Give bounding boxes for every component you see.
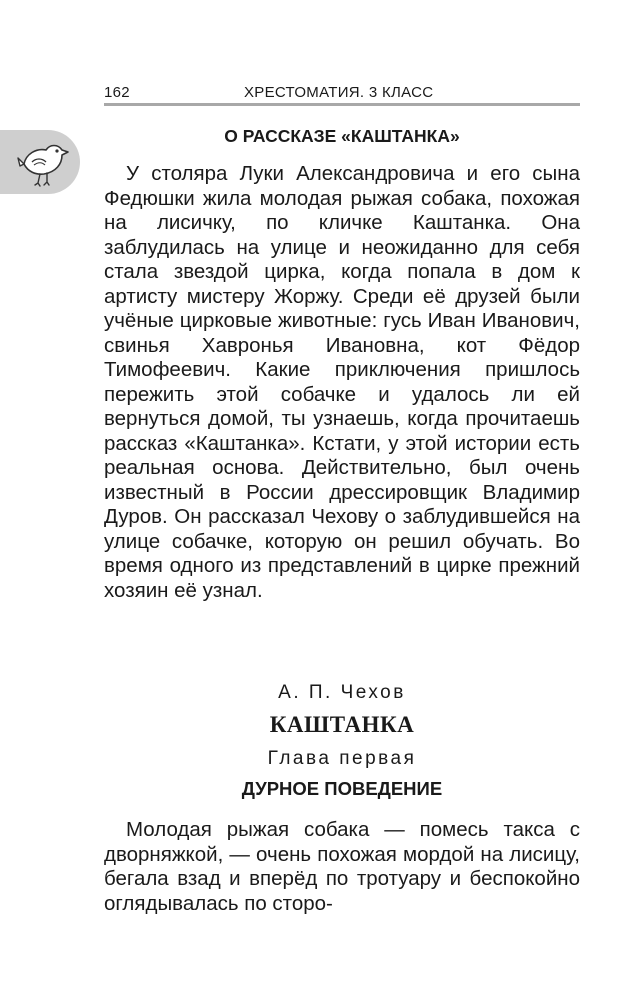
story-text	[104, 818, 580, 916]
story-paragraph: Молодая рыжая собака — помесь такса с дворняжкой, — очень похожая мордой на лисицу, бегала взад и вперёд по тротуару и беспокойно оглядывалась по сторо-	[104, 818, 580, 915]
header-rule	[104, 103, 580, 106]
story-author: А. П. Чехов	[278, 682, 406, 703]
intro-text	[104, 162, 580, 603]
page-number: 162	[104, 84, 130, 101]
section-tab	[0, 130, 80, 194]
page-header	[104, 80, 580, 102]
intro-paragraph: У столяра Луки Александровича и его сына Федюшки жила молодая рыжая собака, похожая на лисичку, по кличке Каштанка. Она заблудилась на улице и неожиданно для себя стала звездой цирка, когда попала в дом к артисту мистеру Жоржу. Среди её друзей были учёные цирковые животные: гусь Иван Иванович, свинья Хавронья Ивановна, кот Фёдор Тимофеевич. Какие приключения пришлось пережить этой собачке и удалось ли ей вернуться домой, ты узнаешь, когда прочитаешь рассказ «Каштанка». Кстати, у этой истории есть реальная основа. Действительно, был очень известный в России дрессировщик Владимир Дуров. Он рассказал Чехову о заблудившейся на улице собачке, которую он решил обучать. Во время одного из представлений в цирке прежний хозяин её узнал.	[104, 162, 580, 602]
story-title: КАШТАНКА	[269, 712, 415, 737]
bird-icon	[16, 134, 72, 190]
running-head: ХРЕСТОМАТИЯ. 3 КЛАСС	[244, 84, 434, 101]
section-title: О РАССКАЗЕ «КАШТАНКА»	[224, 126, 460, 146]
chapter-label: Глава первая	[267, 748, 417, 769]
chapter-title: ДУРНОЕ ПОВЕДЕНИЕ	[241, 778, 443, 799]
